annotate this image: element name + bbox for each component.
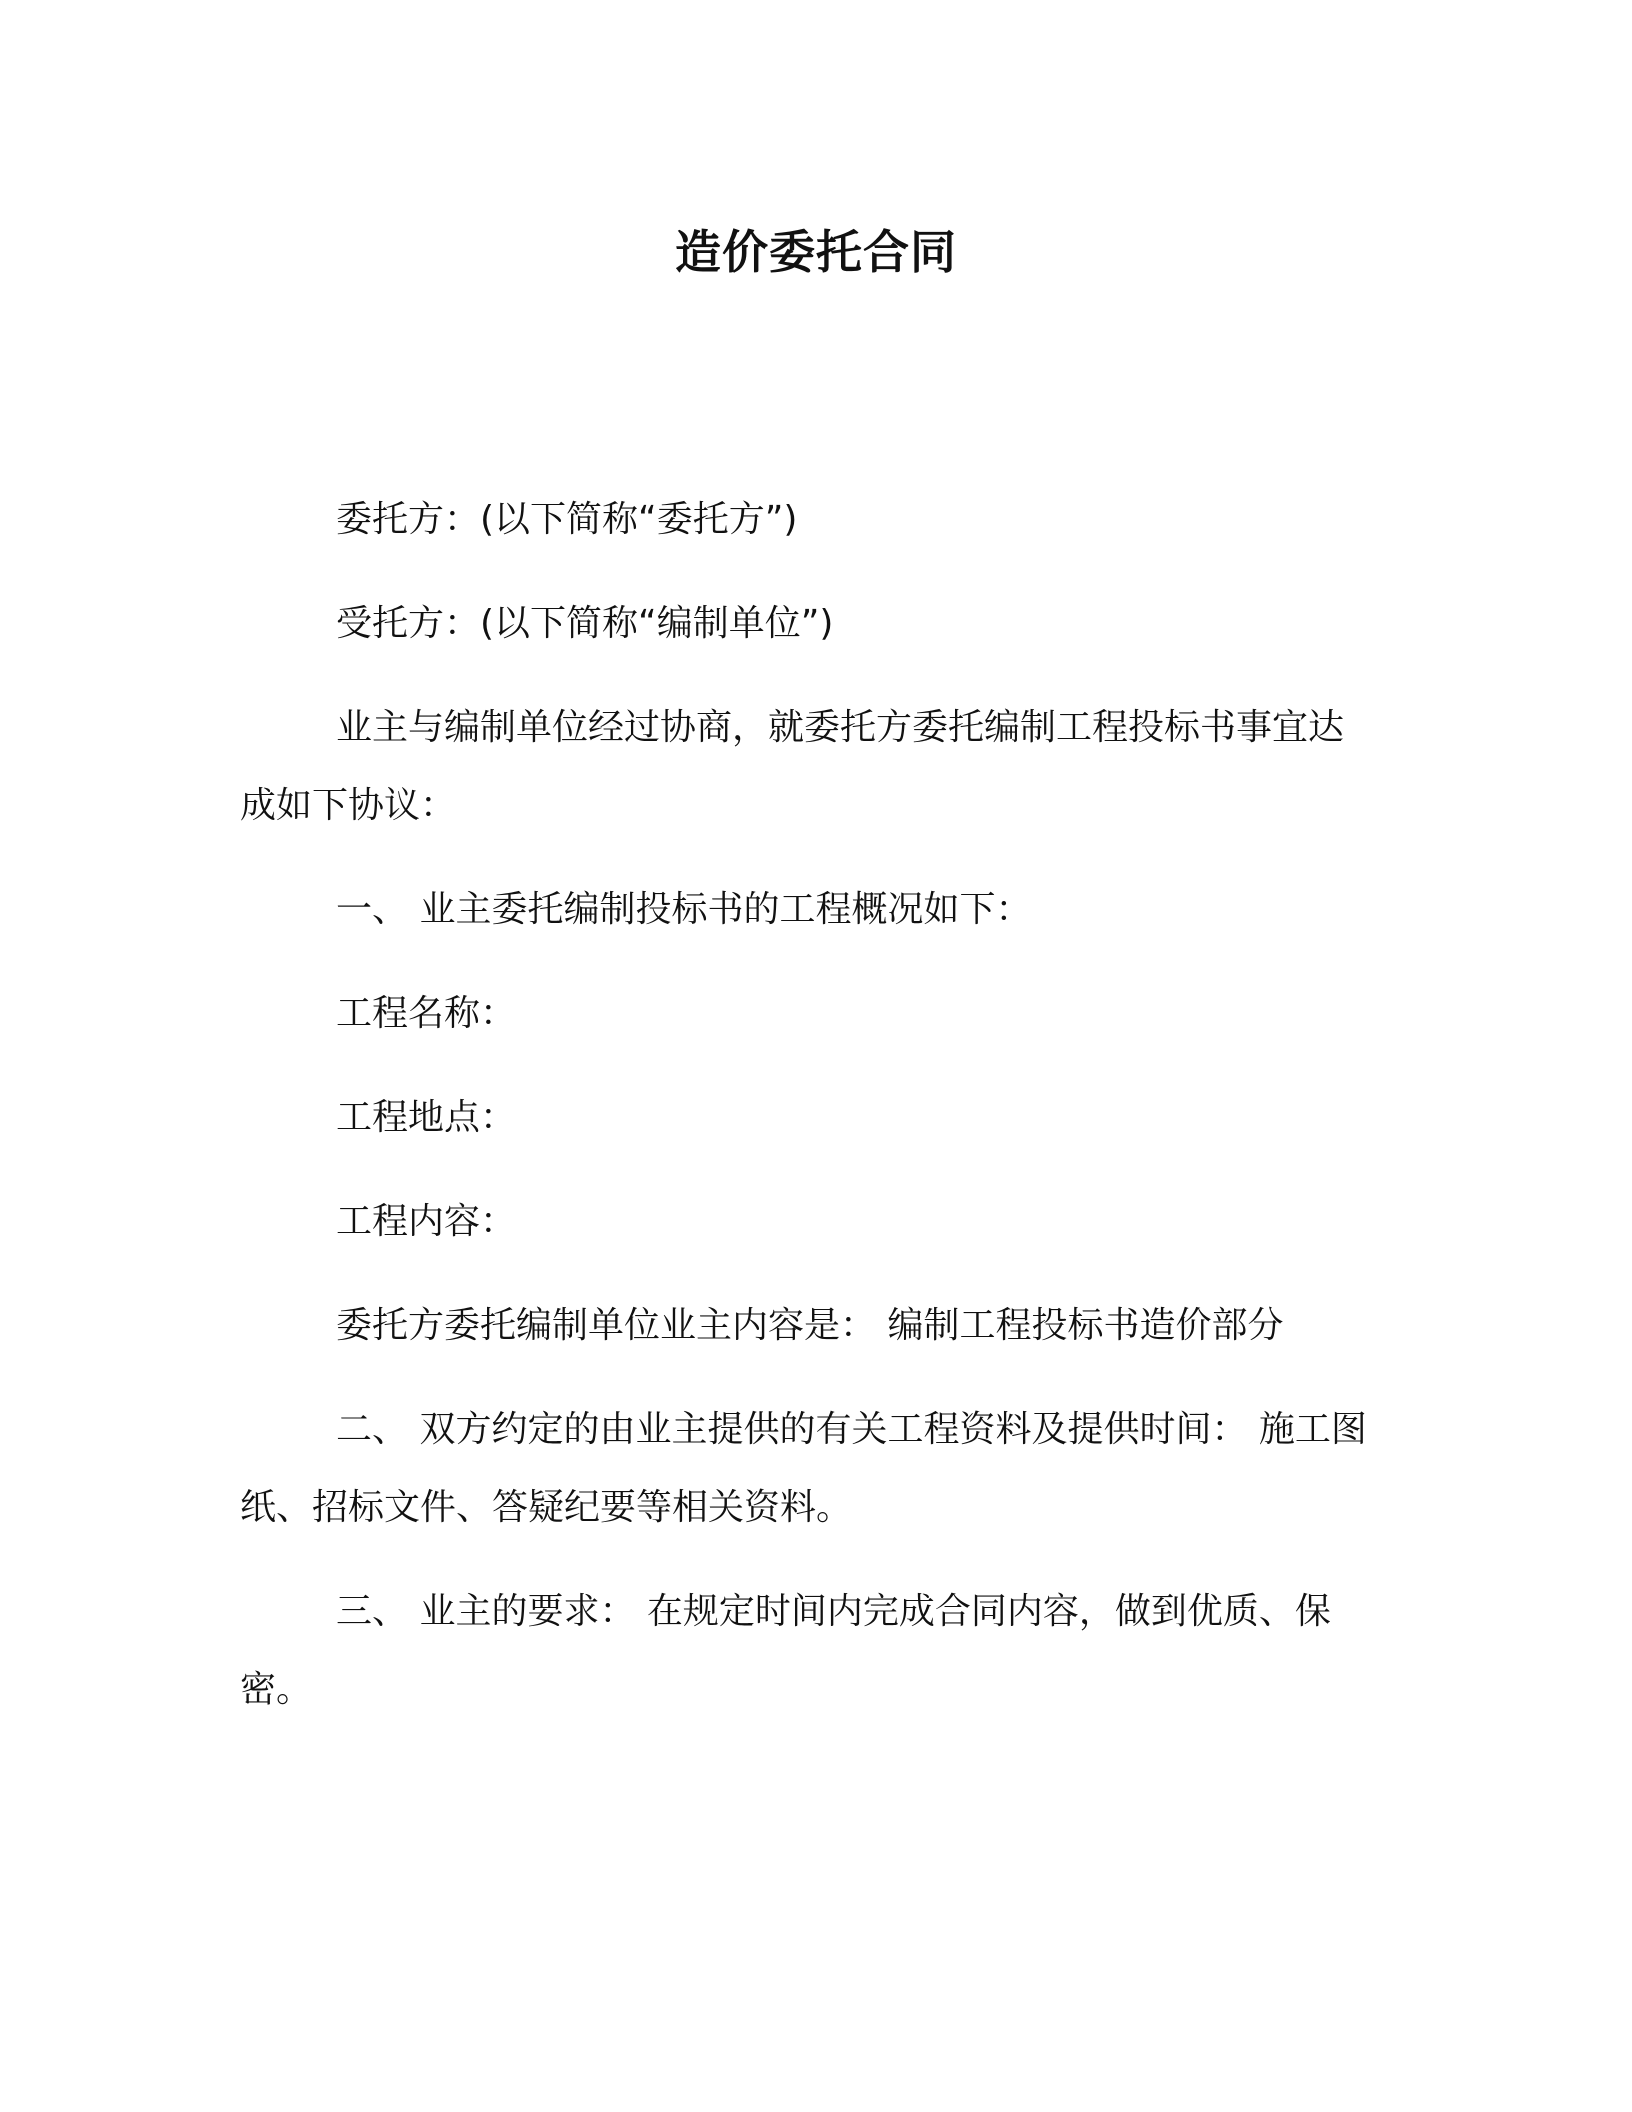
paragraph-contractor: 受托方：(以下简称“编制单位”) [336,603,834,644]
paragraph-project-location: 工程地点： [336,1097,517,1138]
paragraph-section-1: 一、 业主委托编制投标书的工程概况如下： [336,889,1032,930]
document-title: 造价委托合同 [675,225,957,279]
paragraph-agreement-intro: 业主与编制单位经过协商，就委托方委托编制工程投标书事宜达成如下协议： [240,707,1345,826]
paragraph-project-content: 工程内容： [336,1201,517,1242]
paragraph-section-3: 三、 业主的要求： 在规定时间内完成合同内容，做到优质、保密。 [240,1591,1331,1710]
paragraph-project-name: 工程名称： [336,993,517,1034]
paragraph-section-2: 二、 双方约定的由业主提供的有关工程资料及提供时间： 施工图纸、招标文件、答疑纪要等相关资料。 [240,1409,1367,1528]
paragraph-client: 委托方：(以下简称“委托方”) [336,499,798,540]
paragraph-commission-content: 委托方委托编制单位业主内容是： 编制工程投标书造价部分 [336,1305,1284,1346]
document-body [240,495,1376,1769]
